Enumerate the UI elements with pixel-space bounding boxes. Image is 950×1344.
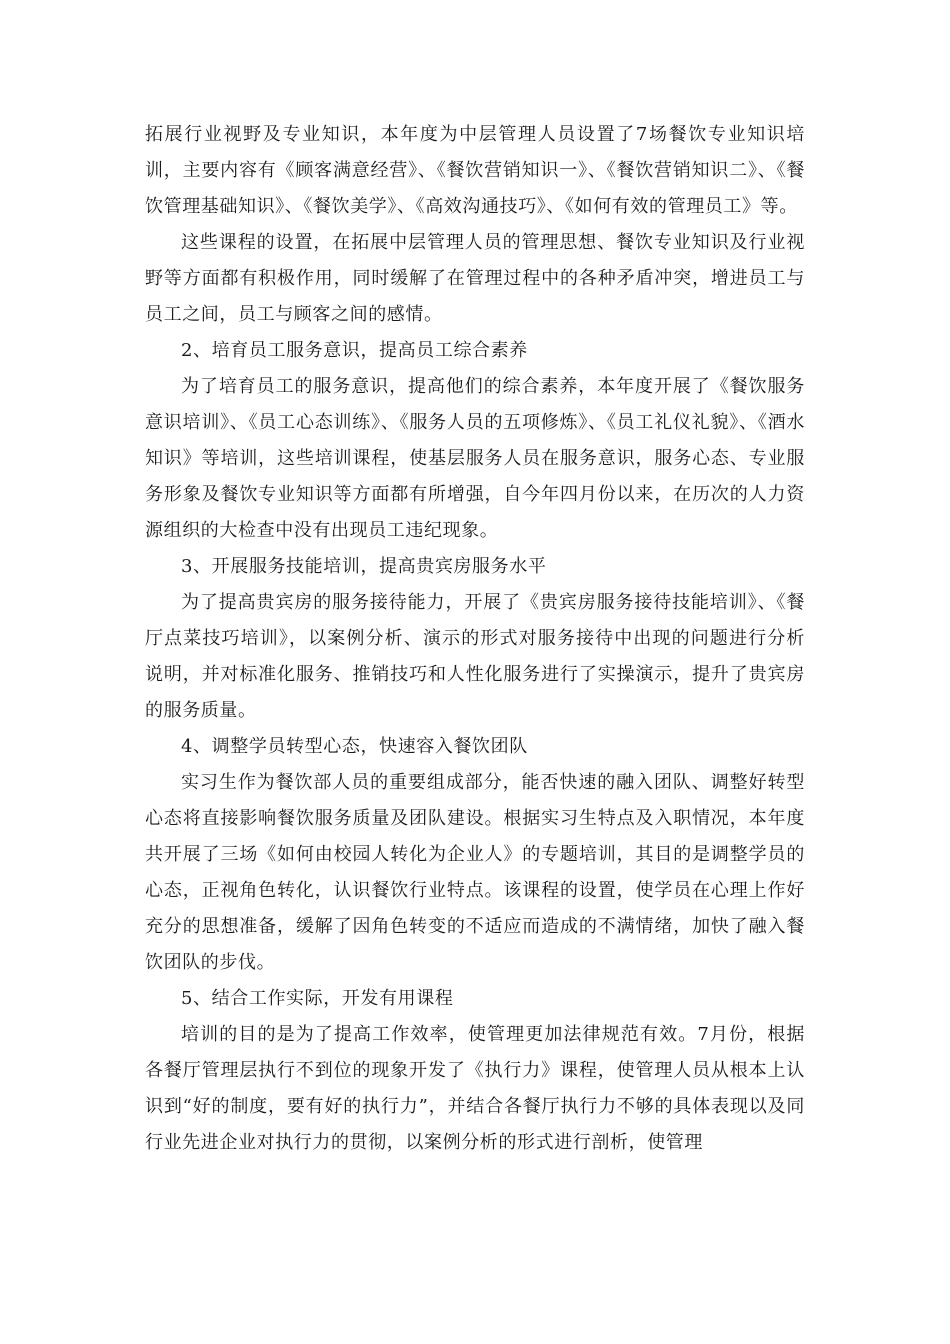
- paragraph-execution-course: 培训的目的是为了提高工作效率，使管理更加法律规范有效。7月份，根据各餐厅管理层执行不到位的现象开发了《执行力》课程，使管理人员从根本上认识到“好的制度，要有好的执行力”，并结合各餐厅执行力不够的具体表现以及同行业先进企业对执行力的贯彻，以案例分析的形式进行剖析，使管理: [145, 1024, 805, 1153]
- paragraph-intern-mindset: 实习生作为餐饮部人员的重要组成部分，能否快速的融入团队、调整好转型心态将直接影响餐饮服务质量及团队建设。根据实习生特点及入职情况，本年度共开展了三场《如何由校园人转化为企业人》的专题培训，其目的是调整学员的心态，正视角色转化，认识餐饮行业特点。该课程的设置，使学员在心理上作好充分的思想准备，缓解了因角色转变的不适应而造成的不满情绪，加快了融入餐饮团队的步伐。: [145, 772, 805, 973]
- document-body: [145, 117, 805, 1161]
- section-heading-4: 4、调整学员转型心态，快速容入餐饮团队: [181, 736, 528, 757]
- section-heading-5: 5、结合工作实际，开发有用课程: [181, 988, 454, 1009]
- paragraph-service-awareness: 为了培育员工的服务意识，提高他们的综合素养，本年度开展了《餐饮服务意识培训》、《员工心态训练》、《服务人员的五项修炼》、《员工礼仪礼貌》、《酒水知识》等培训，这些培训课程，使基层服务人员在服务意识，服务心态、专业服务形象及餐饮专业知识等方面都有所增强，自今年四月份以来，在历次的人力资源组织的大检查中没有出现员工违纪现象。: [145, 376, 805, 541]
- paragraph-course-effects: 这些课程的设置，在拓展中层管理人员的管理思想、餐饮专业知识及行业视野等方面都有积极作用，同时缓解了在管理过程中的各种矛盾冲突，增进员工与员工之间，员工与顾客之间的感情。: [145, 232, 805, 325]
- paragraph-vip-service: 为了提高贵宾房的服务接待能力，开展了《贵宾房服务接待技能培训》、《餐厅点菜技巧培训》，以案例分析、演示的形式对服务接待中出现的问题进行分析说明，并对标准化服务、推销技巧和人性化服务进行了实操演示，提升了贵宾房的服务质量。: [145, 592, 805, 721]
- section-heading-2: 2、培育员工服务意识，提高员工综合素养: [181, 340, 528, 361]
- paragraph-management-knowledge: 拓展行业视野及专业知识，本年度为中层管理人员设置了7场餐饮专业知识培训，主要内容有《顾客满意经营》、《餐饮营销知识一》、《餐饮营销知识二》、《餐饮管理基础知识》、《餐饮美学》、《高效沟通技巧》、《如何有效的管理员工》等。: [145, 124, 805, 217]
- section-heading-3: 3、开展服务技能培训，提高贵宾房服务水平: [181, 556, 547, 577]
